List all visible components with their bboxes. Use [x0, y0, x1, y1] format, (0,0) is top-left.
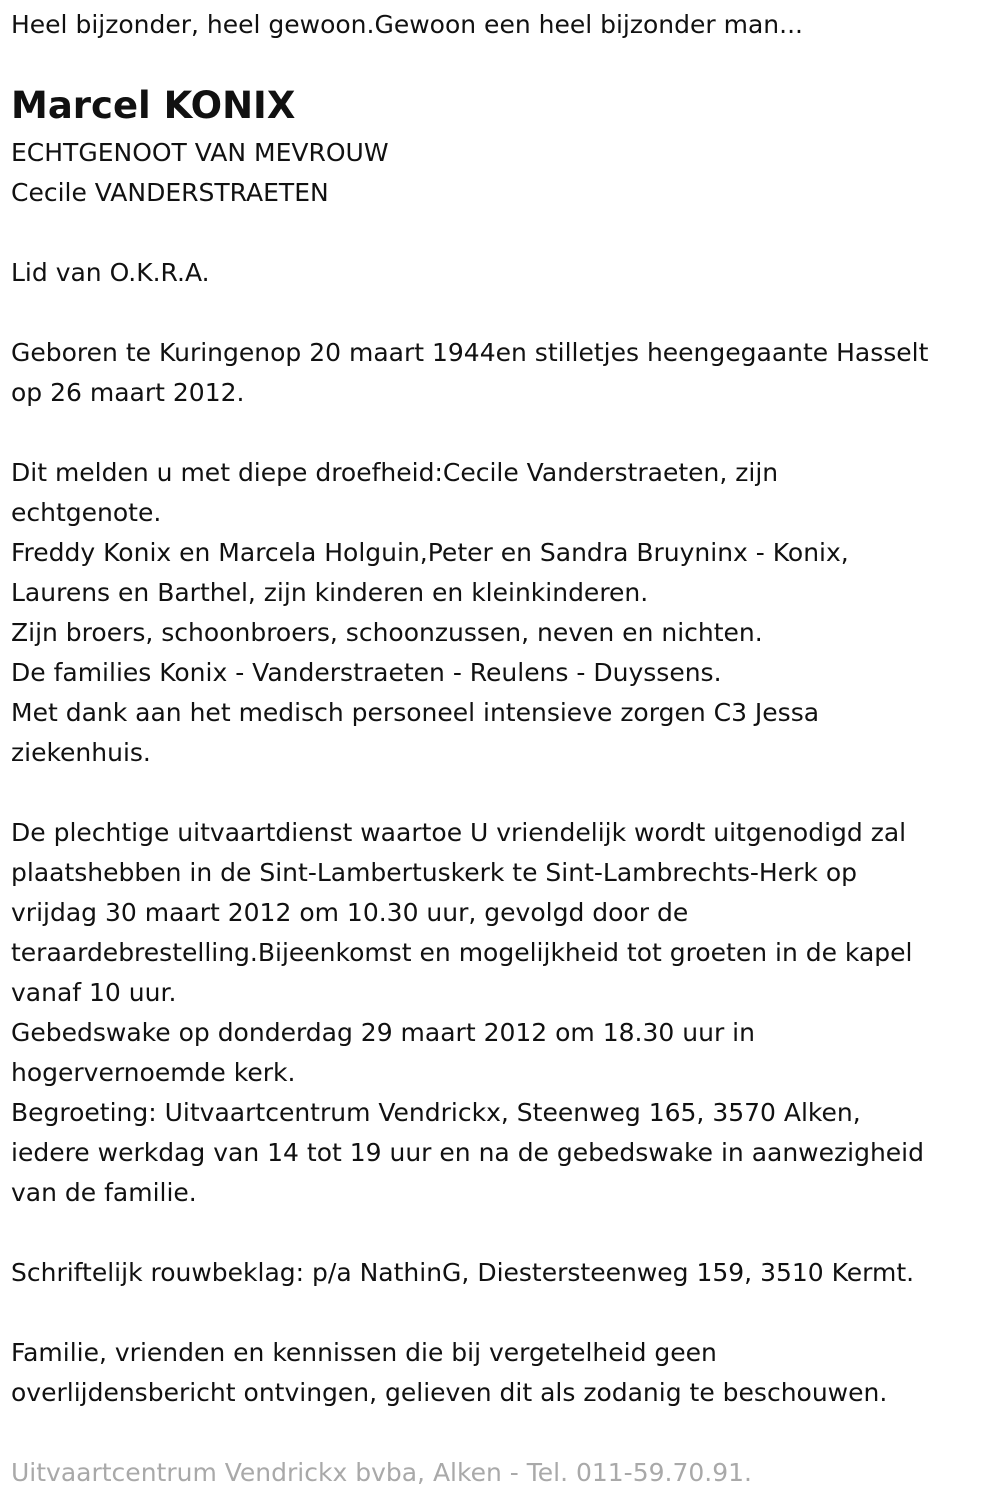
spouse-title: ECHTGENOOT VAN MEVROUW [11, 138, 389, 167]
announcement-line: echtgenote. [11, 498, 162, 527]
funeral-home-footer: Uitvaartcentrum Vendrickx bvba, Alken - Tel. 011-59.70.91. [11, 1458, 752, 1487]
membership: Lid van O.K.R.A. [11, 258, 210, 287]
motto: Heel bijzonder, heel gewoon.Gewoon een heel bijzonder man... [11, 10, 803, 39]
announcement-line: Laurens en Barthel, zijn kinderen en kleinkinderen. [11, 578, 649, 607]
service-line: iedere werkdag van 14 tot 19 uur en na de gebedswake in aanwezigheid [11, 1138, 924, 1167]
announcement-line: Met dank aan het medisch personeel intensieve zorgen C3 Jessa [11, 698, 820, 727]
service-line: teraardebrestelling.Bijeenkomst en mogelijkheid tot groeten in de kapel [11, 938, 913, 967]
announcement-line: Zijn broers, schoonbroers, schoonzussen, neven en nichten. [11, 618, 763, 647]
notice-line: Familie, vrienden en kennissen die bij vergetelheid geen [11, 1338, 717, 1367]
announcement-line: De families Konix - Vanderstraeten - Reulens - Duyssens. [11, 658, 722, 687]
notice-line: overlijdensbericht ontvingen, gelieven dit als zodanig te beschouwen. [11, 1378, 888, 1407]
service-line: Gebedswake op donderdag 29 maart 2012 om 18.30 uur in [11, 1018, 755, 1047]
service-line: plaatshebben in de Sint-Lambertuskerk te Sint-Lambrechts-Herk op [11, 858, 857, 887]
service-line: De plechtige uitvaartdienst waartoe U vriendelijk wordt uitgenodigd zal [11, 818, 907, 847]
service-line: van de familie. [11, 1178, 197, 1207]
birth-death-line: op 26 maart 2012. [11, 378, 245, 407]
announcement-line: Dit melden u met diepe droefheid:Cecile Vanderstraeten, zijn [11, 458, 779, 487]
announcement-line: ziekenhuis. [11, 738, 151, 767]
service-line: vanaf 10 uur. [11, 978, 177, 1007]
deceased-name: Marcel KONIX [11, 84, 296, 127]
condolences-address: Schriftelijk rouwbeklag: p/a NathinG, Diestersteenweg 159, 3510 Kermt. [11, 1258, 915, 1287]
service-line: Begroeting: Uitvaartcentrum Vendrickx, Steenweg 165, 3570 Alken, [11, 1098, 861, 1127]
announcement-line: Freddy Konix en Marcela Holguin,Peter en Sandra Bruyninx - Konix, [11, 538, 849, 567]
service-line: hogervernoemde kerk. [11, 1058, 296, 1087]
spouse-name: Cecile VANDERSTRAETEN [11, 178, 329, 207]
birth-death-line: Geboren te Kuringenop 20 maart 1944en stilletjes heengegaante Hasselt [11, 338, 929, 367]
service-line: vrijdag 30 maart 2012 om 10.30 uur, gevolgd door de [11, 898, 689, 927]
